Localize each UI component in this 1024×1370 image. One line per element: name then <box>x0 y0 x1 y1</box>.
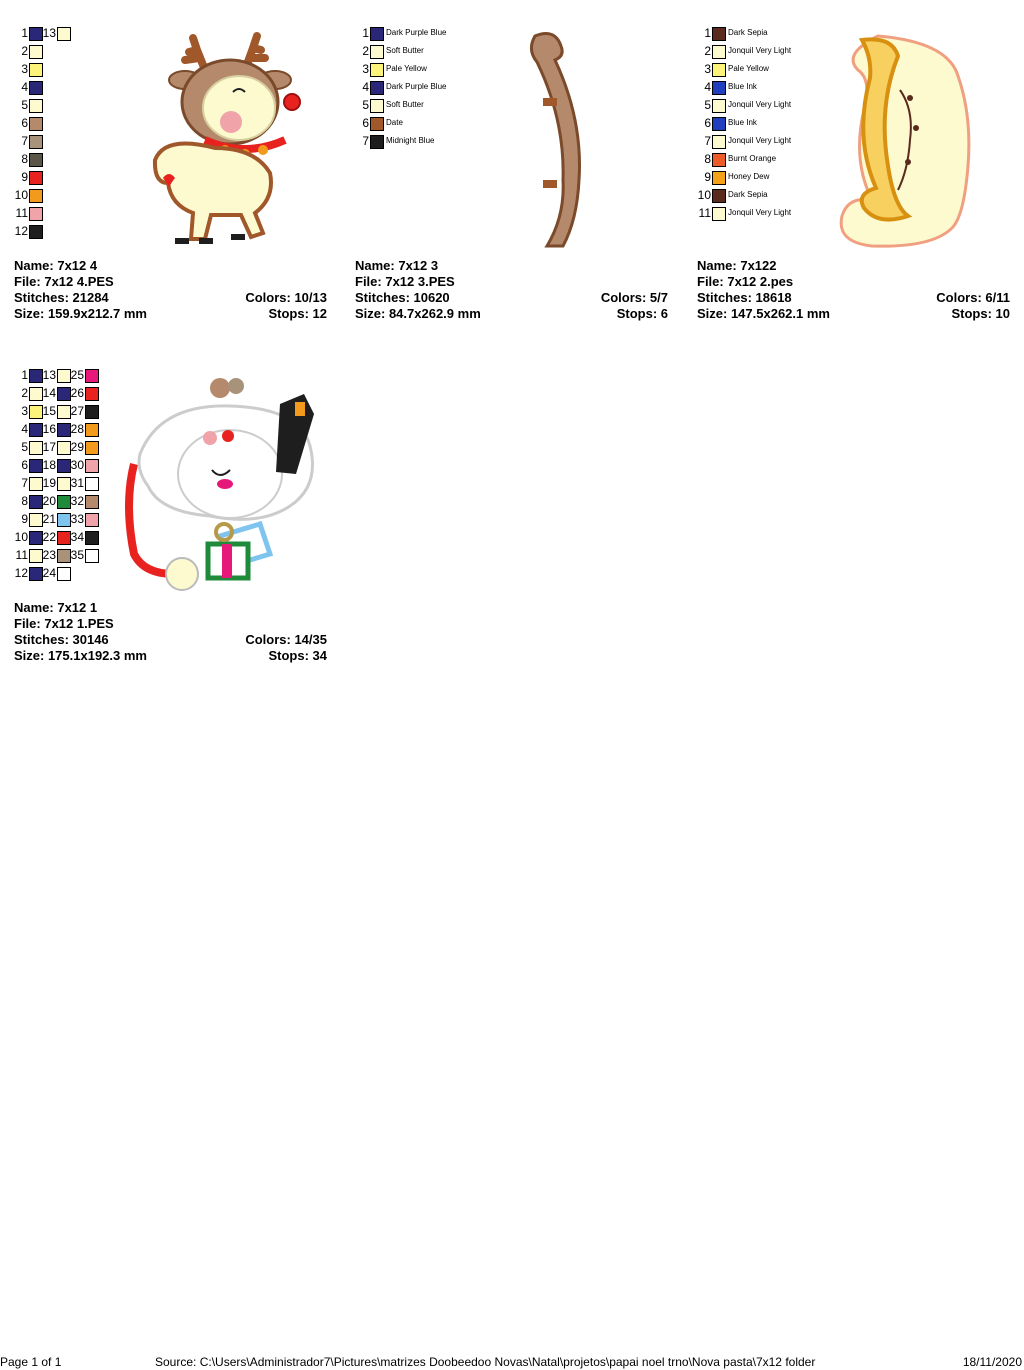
thread-color-swatch <box>29 135 43 149</box>
thread-number: 34 <box>70 530 84 544</box>
thread-color-swatch <box>712 207 726 221</box>
thread-color-name: Dark Sepia <box>728 28 768 37</box>
sleigh-runner-embroidery-icon <box>521 28 611 250</box>
thread-number: 27 <box>70 404 84 418</box>
thread-color-swatch <box>29 153 43 167</box>
thread-number: 21 <box>42 512 56 526</box>
thread-color-name: Dark Sepia <box>728 190 768 199</box>
thread-color-swatch <box>712 45 726 59</box>
thread-number: 15 <box>42 404 56 418</box>
thread-number: 28 <box>70 422 84 436</box>
thread-color-swatch <box>29 207 43 221</box>
thread-color-name: Blue Ink <box>728 118 757 127</box>
thread-number: 2 <box>21 44 28 58</box>
thread-color-swatch <box>85 423 99 437</box>
thread-number: 13 <box>42 26 56 40</box>
thread-number: 13 <box>42 368 56 382</box>
thread-color-swatch <box>29 369 43 383</box>
design-stitches: Stitches: 21284 <box>14 290 109 305</box>
thread-color-swatch <box>29 81 43 95</box>
thread-number: 9 <box>21 512 28 526</box>
thread-number: 7 <box>21 476 28 490</box>
thread-color-name: Soft Butter <box>386 100 424 109</box>
thread-color-swatch <box>85 369 99 383</box>
thread-color-name: Date <box>386 118 403 127</box>
thread-number: 12 <box>14 224 28 238</box>
design-info <box>14 600 327 664</box>
thread-color-swatch <box>85 387 99 401</box>
design-colors: Colors: 5/7 <box>600 290 668 305</box>
thread-number: 5 <box>21 98 28 112</box>
thread-number: 10 <box>697 188 711 202</box>
thread-number: 29 <box>70 440 84 454</box>
thread-color-swatch <box>85 531 99 545</box>
thread-color-name: Soft Butter <box>386 46 424 55</box>
thread-number: 11 <box>15 206 28 220</box>
thread-color-swatch <box>57 549 71 563</box>
thread-number: 35 <box>70 548 84 562</box>
thread-color-swatch <box>29 513 43 527</box>
thread-color-swatch <box>712 135 726 149</box>
thread-color-swatch <box>29 405 43 419</box>
thread-color-swatch <box>29 63 43 77</box>
thread-number: 30 <box>70 458 84 472</box>
thread-color-swatch <box>370 117 384 131</box>
thread-number: 33 <box>70 512 84 526</box>
design-panel-1 <box>0 0 340 340</box>
thread-number: 8 <box>21 152 28 166</box>
thread-number: 9 <box>704 170 711 184</box>
thread-number: 3 <box>21 62 28 76</box>
thread-color-swatch <box>370 135 384 149</box>
thread-number: 10 <box>14 188 28 202</box>
thread-color-swatch <box>85 441 99 455</box>
thread-number: 14 <box>42 386 56 400</box>
thread-color-swatch <box>29 27 43 41</box>
design-name: Name: 7x122 <box>697 258 777 273</box>
thread-color-name: Pale Yellow <box>728 64 769 73</box>
design-colors: Colors: 14/35 <box>245 632 327 647</box>
thread-number: 18 <box>42 458 56 472</box>
thread-number: 7 <box>362 134 369 148</box>
thread-number: 6 <box>21 116 28 130</box>
thread-color-swatch <box>370 99 384 113</box>
design-size: Size: 84.7x262.9 mm <box>355 306 481 321</box>
thread-color-swatch <box>29 567 43 581</box>
thread-color-swatch <box>57 405 71 419</box>
thread-color-swatch <box>29 45 43 59</box>
thread-color-name: Burnt Orange <box>728 154 777 163</box>
thread-number: 5 <box>704 98 711 112</box>
design-colors: Colors: 10/13 <box>245 290 327 305</box>
thread-number: 11 <box>15 548 28 562</box>
design-stitches: Stitches: 30146 <box>14 632 109 647</box>
thread-number: 4 <box>21 422 28 436</box>
thread-color-swatch <box>370 81 384 95</box>
thread-color-name: Jonquil Very Light <box>728 136 792 145</box>
thread-color-swatch <box>29 531 43 545</box>
thread-color-swatch <box>57 423 71 437</box>
thread-number: 3 <box>704 62 711 76</box>
design-name: Name: 7x12 4 <box>14 258 98 273</box>
thread-color-swatch <box>712 63 726 77</box>
thread-color-name: Honey Dew <box>728 172 770 181</box>
design-file: File: 7x12 3.PES <box>355 274 455 289</box>
thread-number: 16 <box>42 422 56 436</box>
thread-number: 5 <box>21 440 28 454</box>
thread-number: 4 <box>704 80 711 94</box>
thread-color-swatch <box>57 513 71 527</box>
thread-number: 3 <box>362 62 369 76</box>
thread-color-swatch <box>85 513 99 527</box>
thread-color-swatch <box>57 459 71 473</box>
thread-number: 12 <box>14 566 28 580</box>
thread-number: 31 <box>70 476 84 490</box>
thread-number: 17 <box>42 440 56 454</box>
design-info <box>697 258 1010 322</box>
thread-color-name: Midnight Blue <box>386 136 435 145</box>
design-size: Size: 147.5x262.1 mm <box>697 306 830 321</box>
design-stops: Stops: 6 <box>616 306 668 321</box>
thread-number: 6 <box>362 116 369 130</box>
sleigh-embroidery-icon <box>838 30 973 252</box>
thread-number: 20 <box>42 494 56 508</box>
thread-color-name: Pale Yellow <box>386 64 427 73</box>
design-stops: Stops: 34 <box>268 648 327 663</box>
thread-color-swatch <box>57 27 71 41</box>
design-name: Name: 7x12 3 <box>355 258 439 273</box>
thread-color-swatch <box>29 495 43 509</box>
thread-number: 4 <box>362 80 369 94</box>
thread-color-name: Blue Ink <box>728 82 757 91</box>
design-colors: Colors: 6/11 <box>936 290 1010 305</box>
design-file: File: 7x12 2.pes <box>697 274 794 289</box>
design-size: Size: 159.9x212.7 mm <box>14 306 147 321</box>
thread-color-swatch <box>85 549 99 563</box>
thread-number: 24 <box>42 566 56 580</box>
print-date: 18/11/2020 <box>962 1355 1022 1369</box>
thread-number: 10 <box>14 530 28 544</box>
thread-number: 1 <box>704 26 711 40</box>
design-info <box>355 258 668 322</box>
thread-color-name: Jonquil Very Light <box>728 46 792 55</box>
thread-color-swatch <box>370 63 384 77</box>
thread-number: 32 <box>70 494 84 508</box>
design-name: Name: 7x12 1 <box>14 600 98 615</box>
thread-number: 2 <box>21 386 28 400</box>
thread-color-swatch <box>712 81 726 95</box>
thread-color-swatch <box>29 189 43 203</box>
thread-number: 5 <box>362 98 369 112</box>
thread-number: 9 <box>21 170 28 184</box>
thread-color-swatch <box>57 477 71 491</box>
thread-number: 8 <box>704 152 711 166</box>
thread-color-swatch <box>370 27 384 41</box>
design-stitches: Stitches: 10620 <box>355 290 450 305</box>
thread-color-swatch <box>57 441 71 455</box>
thread-number: 8 <box>21 494 28 508</box>
design-panel-3 <box>683 0 1023 340</box>
thread-color-swatch <box>85 405 99 419</box>
thread-number: 3 <box>21 404 28 418</box>
thread-number: 6 <box>21 458 28 472</box>
thread-color-swatch <box>29 99 43 113</box>
thread-color-swatch <box>29 117 43 131</box>
thread-color-swatch <box>712 27 726 41</box>
thread-color-swatch <box>29 387 43 401</box>
thread-color-swatch <box>370 45 384 59</box>
thread-number: 6 <box>704 116 711 130</box>
thread-color-swatch <box>85 477 99 491</box>
thread-color-swatch <box>29 459 43 473</box>
thread-color-swatch <box>29 171 43 185</box>
thread-color-swatch <box>85 459 99 473</box>
thread-color-swatch <box>57 495 71 509</box>
thread-color-name: Dark Purple Blue <box>386 28 447 37</box>
design-panel-4 <box>0 342 340 682</box>
source-path: Source: C:\Users\Administrador7\Pictures\matrizes Doobeedoo Novas\Natal\projetos\papai noel trno\Nova pasta\7x12 folder <box>155 1355 816 1369</box>
thread-number: 4 <box>21 80 28 94</box>
thread-color-swatch <box>712 189 726 203</box>
thread-color-swatch <box>712 99 726 113</box>
thread-number: 25 <box>70 368 84 382</box>
design-size: Size: 175.1x192.3 mm <box>14 648 147 663</box>
thread-color-swatch <box>29 477 43 491</box>
thread-color-swatch <box>29 549 43 563</box>
design-panel-2 <box>341 0 681 340</box>
thread-color-swatch <box>712 153 726 167</box>
thread-number: 1 <box>21 368 28 382</box>
thread-color-swatch <box>29 423 43 437</box>
thread-color-swatch <box>57 531 71 545</box>
thread-number: 23 <box>42 548 56 562</box>
design-stops: Stops: 10 <box>951 306 1010 321</box>
thread-number: 22 <box>42 530 56 544</box>
design-info <box>14 258 327 322</box>
thread-number: 11 <box>698 206 711 220</box>
santa-bear-embroidery-icon <box>120 374 330 594</box>
thread-number: 19 <box>42 476 56 490</box>
design-file: File: 7x12 1.PES <box>14 616 114 631</box>
thread-color-swatch <box>57 387 71 401</box>
thread-color-swatch <box>85 495 99 509</box>
thread-color-name: Dark Purple Blue <box>386 82 447 91</box>
thread-color-swatch <box>712 171 726 185</box>
thread-number: 2 <box>704 44 711 58</box>
design-stitches: Stitches: 18618 <box>697 290 792 305</box>
thread-color-swatch <box>57 369 71 383</box>
thread-color-swatch <box>29 225 43 239</box>
thread-color-swatch <box>29 441 43 455</box>
thread-number: 7 <box>704 134 711 148</box>
thread-color-swatch <box>57 567 71 581</box>
design-stops: Stops: 12 <box>268 306 327 321</box>
thread-number: 26 <box>70 386 84 400</box>
reindeer-embroidery-icon <box>135 30 310 252</box>
design-file: File: 7x12 4.PES <box>14 274 114 289</box>
thread-number: 7 <box>21 134 28 148</box>
thread-color-name: Jonquil Very Light <box>728 100 792 109</box>
thread-color-swatch <box>712 117 726 131</box>
thread-color-name: Jonquil Very Light <box>728 208 792 217</box>
thread-number: 2 <box>362 44 369 58</box>
thread-number: 1 <box>362 26 369 40</box>
thread-number: 1 <box>21 26 28 40</box>
page-number: Page 1 of 1 <box>0 1355 62 1369</box>
